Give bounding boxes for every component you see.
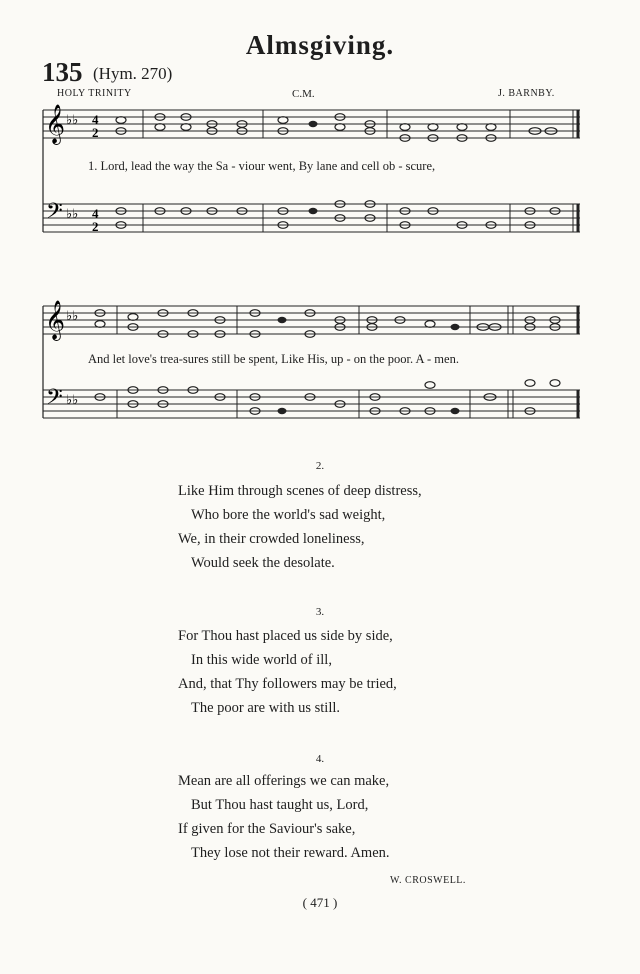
bass-clef-icon: 𝄢 [46,385,63,415]
lyric-line-1: 1. Lord, lead the way the Sa - viour went, By lane and cell ob - scure, [88,159,436,173]
verse-line: In this wide world of ill, [191,652,332,668]
hymn-number: 135 [42,57,83,87]
music-score [0,0,640,440]
verse-line: Would seek the desolate. [191,555,335,571]
svg-text:2: 2 [92,125,99,140]
verse-line: Mean are all offerings we can make, [178,773,390,789]
stanza-number: 4. [315,753,325,765]
page-number: ( 471 ) [302,895,338,910]
meter: C.M. [292,88,315,100]
verse-line: They lose not their reward. Amen. [191,845,390,861]
hymn-reference: (Hym. 270) [93,64,173,83]
verse-line: Like Him through scenes of deep distress, [178,483,422,499]
tune-name: HOLY TRINITY [57,88,132,99]
flat-icon: ♭♭ [66,207,79,222]
stanza-number: 3. [315,606,325,618]
hymn-title: Almsgiving. [245,30,395,60]
verse-line: For Thou hast placed us side by side, [178,628,393,644]
verse-line: The poor are with us still. [191,700,341,716]
verse-line: But Thou hast taught us, Lord, [191,797,369,813]
composer: J. BARNBY. [498,88,555,99]
author-credit: W. CROSWELL. [390,875,466,886]
verse-line: We, in their crowded loneliness, [178,531,365,547]
bass-clef-icon: 𝄢 [46,199,63,229]
flat-icon: ♭♭ [66,309,79,324]
flat-icon: ♭♭ [66,393,79,408]
flat-icon: ♭♭ [66,113,79,128]
treble-clef-icon: 𝄞 [45,300,66,340]
verse-line: And, that Thy followers may be tried, [178,676,397,692]
stanza-number: 2. [315,460,325,472]
lyric-line-2: And let love's trea-sures still be spent, Like His, up - on the poor. A - men. [88,352,459,366]
svg-text:4: 4 [92,206,99,221]
verse-line: If given for the Saviour's sake, [178,821,356,837]
svg-text:4: 4 [92,112,99,127]
treble-clef-icon: 𝄞 [45,104,66,144]
svg-text:2: 2 [92,219,99,234]
verse-line: Who bore the world's sad weight, [191,507,386,523]
